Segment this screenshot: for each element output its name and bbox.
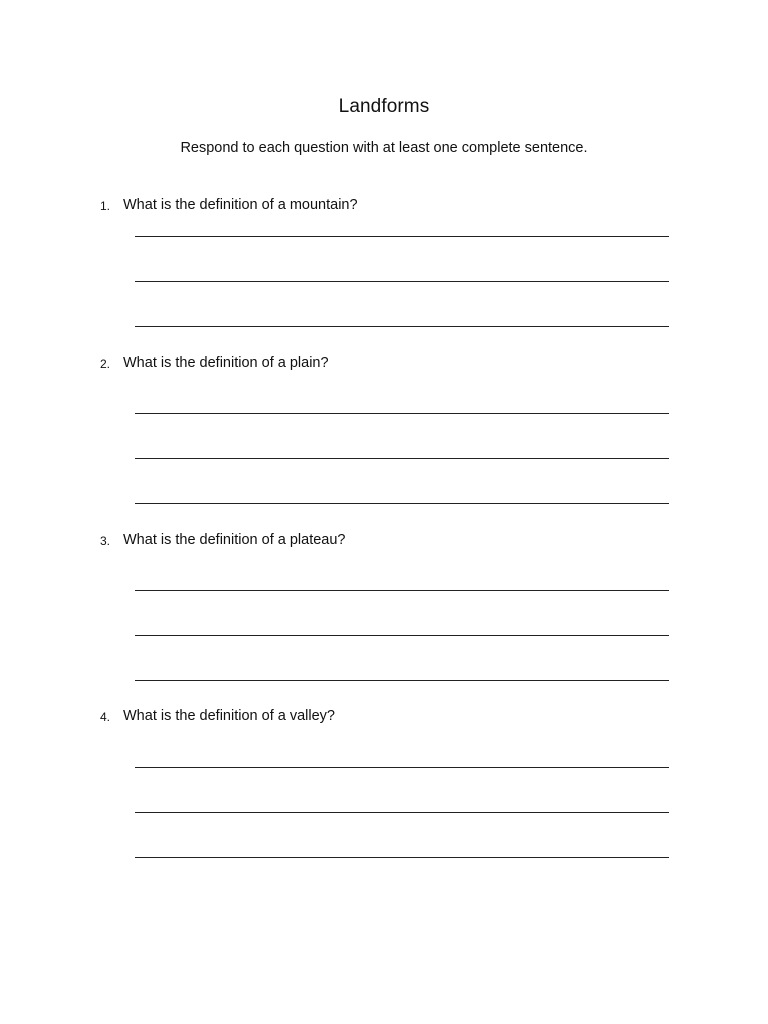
question-number: 2.: [100, 357, 111, 371]
answer-line-1b[interactable]: [135, 281, 669, 282]
page-title: Landforms: [338, 96, 430, 117]
answer-line-4b[interactable]: [135, 812, 669, 813]
question-number: 1.: [100, 199, 111, 213]
question-text: What is the definition of a valley?: [123, 708, 335, 724]
answer-line-2c[interactable]: [135, 503, 669, 504]
question-number: 3.: [100, 534, 111, 548]
question-2: [100, 355, 680, 375]
answer-line-1c[interactable]: [135, 326, 669, 327]
question-text: What is the definition of a plateau?: [123, 532, 346, 548]
question-text: What is the definition of a plain?: [123, 355, 329, 371]
question-1: [100, 197, 680, 217]
answer-line-3a[interactable]: [135, 590, 669, 591]
answer-line-1a[interactable]: [135, 236, 669, 237]
answer-line-3c[interactable]: [135, 680, 669, 681]
question-number: 4.: [100, 710, 111, 724]
question-text: What is the definition of a mountain?: [123, 197, 358, 213]
instructions-text: Respond to each question with at least one complete sentence.: [180, 140, 588, 156]
answer-line-4c[interactable]: [135, 857, 669, 858]
answer-line-2b[interactable]: [135, 458, 669, 459]
answer-line-2a[interactable]: [135, 413, 669, 414]
question-3: [100, 532, 680, 552]
question-4: [100, 708, 680, 728]
answer-line-3b[interactable]: [135, 635, 669, 636]
answer-line-4a[interactable]: [135, 767, 669, 768]
